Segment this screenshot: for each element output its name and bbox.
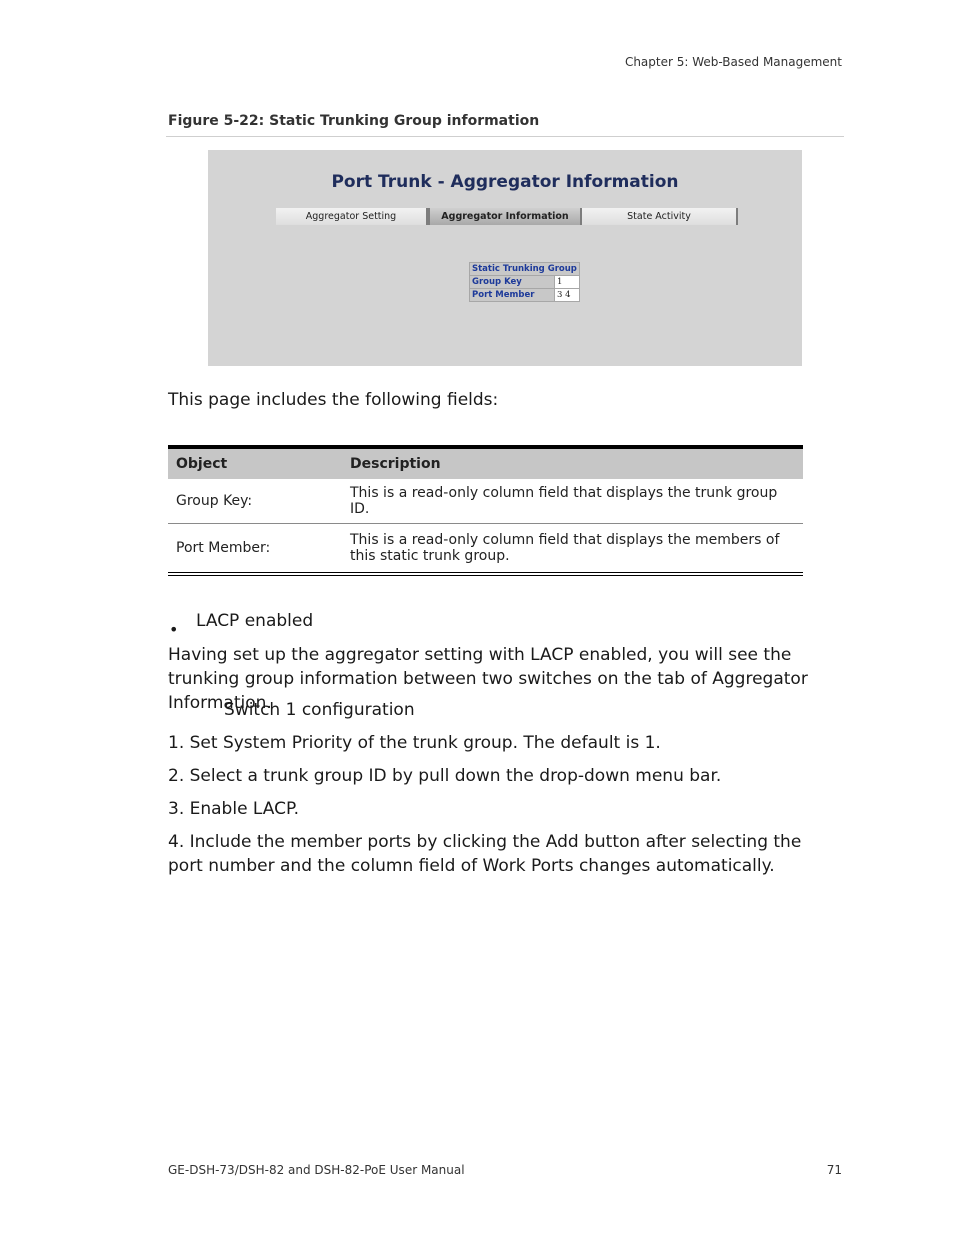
- page-number: 71: [826, 1163, 842, 1177]
- static-trunking-header: Static Trunking Group: [470, 263, 580, 276]
- port-member-label: Port Member: [470, 289, 555, 302]
- figure-caption: Figure 5-22: Static Trunking Group information: [168, 113, 540, 129]
- fields-table: [168, 445, 803, 576]
- group-key-value: 1: [555, 276, 580, 289]
- table-row: [168, 524, 803, 573]
- static-trunking-table: [469, 262, 580, 302]
- table-row: [470, 276, 580, 289]
- step-4: 4. Include the member ports by clicking the Add button after selecting the port number and the column field of Work Ports changes automatically.: [168, 832, 802, 876]
- intro-text: This page includes the following fields:: [168, 390, 499, 410]
- object-cell: Port Member:: [176, 540, 271, 556]
- step-2: 2. Select a trunk group ID by pull down the drop-down menu bar.: [168, 766, 722, 786]
- bullet-icon: •: [169, 620, 179, 639]
- description-cell: This is a read-only column field that displays the trunk group ID.: [342, 479, 803, 524]
- tab-aggregator-setting[interactable]: Aggregator Setting: [276, 208, 428, 225]
- screenshot-title: Port Trunk - Aggregator Information: [331, 172, 679, 192]
- step-3: 3. Enable LACP.: [168, 799, 300, 819]
- tab-state-activity[interactable]: State Activity: [582, 208, 738, 225]
- column-header-description: Description: [342, 449, 803, 480]
- port-member-value: 3 4: [555, 289, 580, 302]
- tab-aggregator-information[interactable]: Aggregator Information: [428, 208, 582, 225]
- table-row: [470, 289, 580, 302]
- running-header: Chapter 5: Web-Based Management: [624, 55, 842, 69]
- step-1: 1. Set System Priority of the trunk group. The default is 1.: [168, 733, 661, 753]
- bullet-item: LACP enabled: [196, 611, 314, 631]
- description-cell: This is a read-only column field that displays the members of this static trunk group.: [350, 532, 780, 564]
- table-row: [168, 479, 803, 524]
- figure-divider: [166, 136, 844, 137]
- subheading: Switch 1 configuration: [224, 700, 415, 720]
- footer-manual-title: GE-DSH-73/DSH-82 and DSH-82-PoE User Manual: [168, 1163, 465, 1177]
- figure-screenshot: [208, 150, 802, 366]
- body-paragraph: Having set up the aggregator setting with LACP enabled, you will see the trunking group information between two switches on the tab of Aggregator Information.: [168, 645, 808, 713]
- object-cell: Group Key:: [168, 479, 342, 524]
- group-key-label: Group Key: [470, 276, 555, 289]
- column-header-object: Object: [168, 449, 342, 480]
